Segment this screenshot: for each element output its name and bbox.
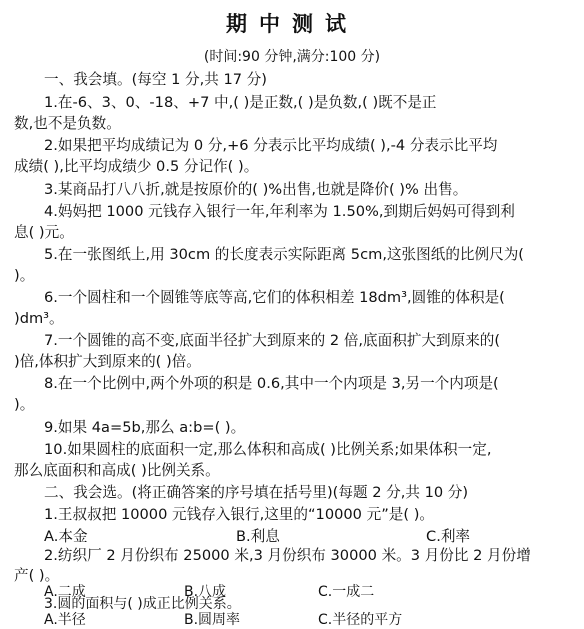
choice-question-1-option-c: C.利率 bbox=[426, 528, 471, 545]
question-4-line-1: 4.妈妈把 1000 元钱存入银行一年,年利率为 1.50%,到期后妈妈可得到利 bbox=[44, 203, 515, 220]
choice-question-1-option-a: A.本金 bbox=[44, 528, 88, 545]
choice-question-1-option-b: B.利息 bbox=[236, 528, 280, 545]
choice-question-3: 3.圆的面积与( )成正比例关系。 bbox=[44, 596, 241, 612]
choice-question-3-option-b: B.圆周率 bbox=[184, 612, 241, 628]
question-4-line-2: 息( )元。 bbox=[14, 224, 74, 241]
question-6-line-1: 6.一个圆柱和一个圆锥等底等高,它们的体积相差 18dm³,圆锥的体积是( bbox=[44, 289, 505, 306]
question-7-line-1: 7.一个圆锥的高不变,底面半径扩大到原来的 2 倍,底面积扩大到原来的( bbox=[44, 332, 501, 349]
question-9: 9.如果 4a=5b,那么 a:b=( )。 bbox=[44, 419, 246, 436]
question-3: 3.某商品打八八折,就是按原价的( )%出售,也就是降价( )% 出售。 bbox=[44, 181, 468, 198]
choice-question-2-line-1: 2.纺织厂 2 月份织布 25000 米,3 月份织布 30000 米。3 月份比 2 月份增 bbox=[44, 547, 531, 564]
question-5-line-1: 5.在一张图纸上,用 30cm 的长度表示实际距离 5cm,这张图纸的比例尺为( bbox=[44, 246, 524, 263]
page-subtitle: (时间:90 分钟,满分:100 分) bbox=[203, 49, 381, 65]
choice-question-2-line-2: 产( )。 bbox=[14, 567, 60, 584]
section1-heading: 一、我会填。(每空 1 分,共 17 分) bbox=[44, 71, 267, 88]
question-1-line-1: 1.在-6、3、0、-18、+7 中,( )是正数,( )是负数,( )既不是正 bbox=[44, 94, 437, 111]
question-6-line-2: )dm³。 bbox=[14, 310, 64, 327]
question-7-line-2: )倍,体积扩大到原来的( )倍。 bbox=[14, 353, 201, 370]
section2-heading: 二、我会选。(将正确答案的序号填在括号里)(每题 2 分,共 10 分) bbox=[44, 484, 469, 501]
question-8-line-1: 8.在一个比例中,两个外项的积是 0.6,其中一个内项是 3,另一个内项是( bbox=[44, 375, 499, 392]
choice-question-2-option-c: C.一成二 bbox=[318, 584, 375, 600]
page-title: 期中测试 bbox=[226, 11, 358, 36]
question-10-line-2: 那么底面积和高成( )比例关系。 bbox=[14, 462, 220, 479]
question-2-line-2: 成绩( ),比平均成绩少 0.5 分记作( )。 bbox=[14, 158, 259, 175]
choice-question-1: 1.王叔叔把 10000 元钱存入银行,这里的“10000 元”是( )。 bbox=[44, 506, 434, 523]
choice-question-3-option-a: A.半径 bbox=[44, 612, 86, 628]
question-1-line-2: 数,也不是负数。 bbox=[14, 115, 121, 132]
question-2-line-1: 2.如果把平均成绩记为 0 分,+6 分表示比平均成绩( ),-4 分表示比平均 bbox=[44, 137, 498, 154]
choice-question-3-option-c: C.半径的平方 bbox=[318, 612, 403, 628]
choice-question-2-option-a: A.二成 bbox=[44, 584, 86, 600]
choice-question-2-option-b: B.八成 bbox=[184, 584, 227, 600]
question-8-line-2: )。 bbox=[14, 396, 35, 413]
question-5-line-2: )。 bbox=[14, 267, 35, 284]
question-10-line-1: 10.如果圆柱的底面积一定,那么体积和高成( )比例关系;如果体积一定, bbox=[44, 441, 492, 458]
